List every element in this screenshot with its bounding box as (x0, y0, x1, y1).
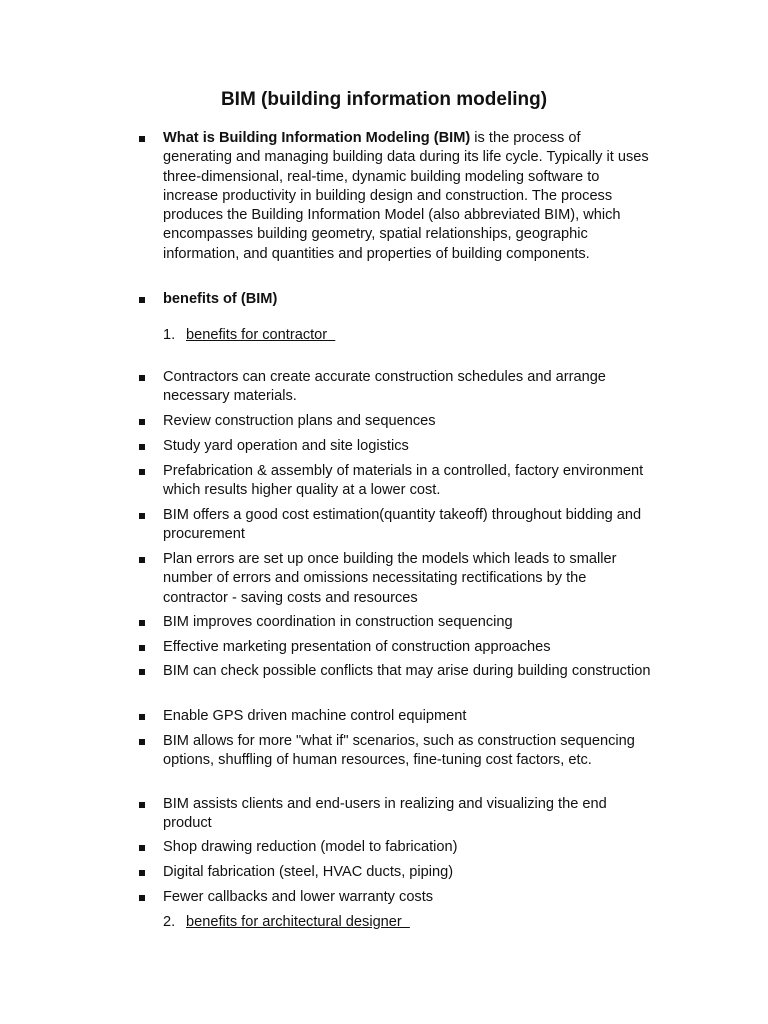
list-item-text: BIM assists clients and end-users in realizing and visualizing the end product (163, 796, 607, 832)
list-item-text: Plan errors are set up once building the models which leads to smaller number of errors and omissions necessitating rectifications by the contractor - saving costs and resources (163, 551, 617, 606)
list-item-text: Shop drawing reduction (model to fabrication) (163, 839, 458, 855)
list-item-text: BIM allows for more "what if" scenarios, such as construction sequencing options, shuffling of human resources, fine-tuning cost factors, etc. (163, 733, 635, 769)
bullet-icon (139, 375, 145, 381)
list-item-text: BIM offers a good cost estimation(quantity takeoff) throughout bidding and procurement (163, 507, 642, 543)
bullet-icon (139, 845, 145, 851)
list-item-text: Enable GPS driven machine control equipment (163, 708, 467, 724)
bullet-icon (139, 802, 145, 808)
intro-paragraph (163, 129, 653, 264)
list-item-text: Digital fabrication (steel, HVAC ducts, piping) (163, 864, 454, 880)
list-item-text: Fewer callbacks and lower warranty costs (163, 889, 434, 905)
list-item-text: BIM can check possible conflicts that may arise during building construction (163, 663, 651, 679)
bullet-icon (139, 513, 145, 519)
bullet-icon (139, 136, 145, 142)
bullet-icon (139, 870, 145, 876)
section-title: benefits for architectural designer (186, 914, 410, 930)
bullet-icon (139, 297, 145, 303)
list-item-text: Contractors can create accurate construction schedules and arrange necessary materials. (163, 369, 606, 405)
bullet-icon (139, 669, 145, 675)
list-item-text: Prefabrication & assembly of materials in a controlled, factory environment which results higher quality at a lower cost. (163, 463, 644, 499)
list-item-text: Effective marketing presentation of construction approaches (163, 639, 551, 655)
section-title: benefits for contractor (186, 327, 336, 343)
bullet-icon (139, 895, 145, 901)
section-number: 2. (163, 914, 176, 930)
bullet-icon (139, 714, 145, 720)
list-item-text: BIM improves coordination in construction sequencing (163, 614, 513, 630)
bullet-icon (139, 645, 145, 651)
page-title: BIM (building information modeling) (220, 89, 548, 110)
bullet-icon (139, 557, 145, 563)
list-item-text: Review construction plans and sequences (163, 413, 436, 429)
bullet-icon (139, 419, 145, 425)
section-number: 1. (163, 327, 176, 343)
bullet-icon (139, 469, 145, 475)
bullet-icon (139, 444, 145, 450)
intro-lead: What is Building Information Modeling (BIM) (163, 130, 471, 146)
bullet-icon (139, 620, 145, 626)
benefits-heading: benefits of (BIM) (163, 291, 278, 307)
intro-body: is the process of generating and managing building data during its life cycle. Typically it uses three-dimensional, real-time, dynamic building modeling software to increase productivity in building design and construction. The process produces the Building Information Model (also abbreviated BIM), which encompasses building geometry, spatial relationships, geographic information, and quantities and properties of building components. (163, 130, 649, 262)
bullet-icon (139, 739, 145, 745)
list-item-text: Study yard operation and site logistics (163, 438, 409, 454)
